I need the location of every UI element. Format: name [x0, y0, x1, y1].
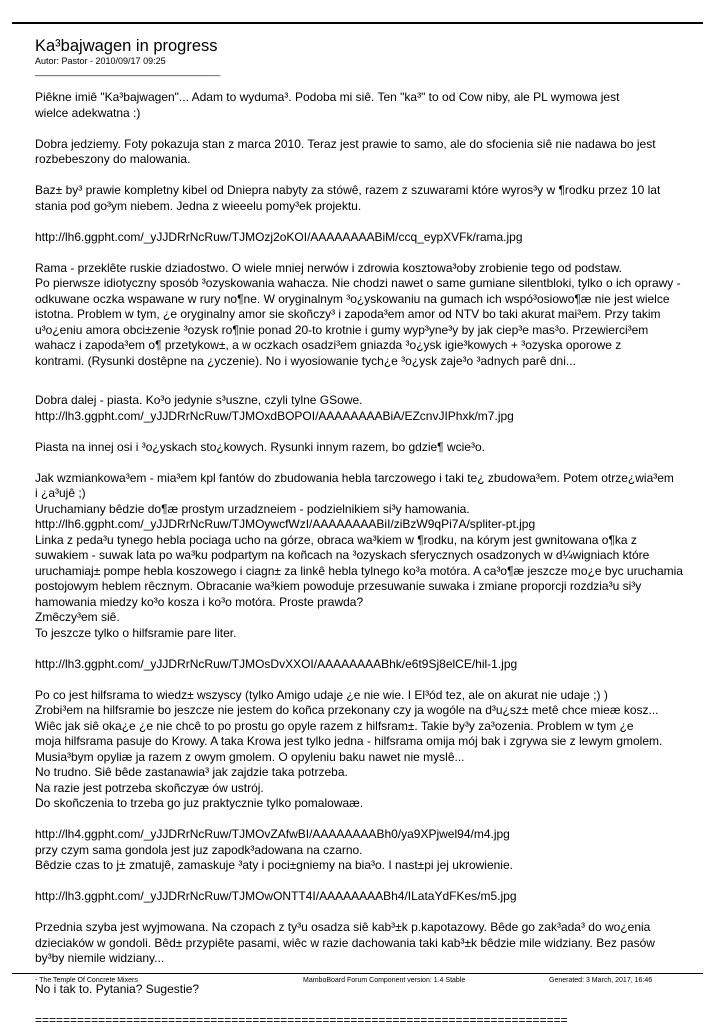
paragraph-start: Dobra jedziemy. Foty pokazuja stan z marca 2010. Teraz jest prawie to samo, ale do sfocienia siê nie nadawa bo jest rozbebeszony do malowania. [35, 136, 656, 166]
post-separator: ============================================================================ [35, 1013, 568, 1027]
paragraph-gondola: http://lh4.ggpht.com/_yJJDRrNcRuw/TJMOvZAfwBI/AAAAAAAABh0/ya9XPjwel94/m4.jpg przy czym sama gondola jest juz zapodk³adowana na czarno. Bêdzie czas to j± zmatujê, zamaskuje ³aty i poci±gniemy na bia³o. I nast±pi jej ukrowienie. [35, 827, 513, 872]
paragraph-piasta: Dobra dalej - piasta. Ko³o jedynie s³uszne, czyli tylne GSowe. http://lh3.ggpht.com/_yJJDRrNcRuw/TJMOxdBOPOI/AAAAAAAABiA/EZcnvJIPhxk/m7.jpg [35, 393, 514, 423]
paragraph-base: Baz± by³ prawie kompletny kibel od Dniepra nabyty za stówê, razem z szuwarami które wyros³y w ¶rodku przez 10 lat stania pod go³ym niebem. Jedna z wieeelu pomy³ek projektu. [35, 183, 661, 213]
paragraph-brake: Jak wzmiankowa³em - mia³em kpl fantów do zbudowania hebla tarczowego i taki te¿ zbudowa³em. Potem otrze¿wia³em i ¿a³ujê ;) Uruchamiany bêdzie do¶æ prostym urzadzneiem - podzielnikiem si³y hamowania. http://lh6.ggpht.com/_yJJDRrNcRuw/TJMOywcfWzI/AAAAAAAABiI/ziBzW9qPi7A/spliter-pt.jpg Linka z peda³u tynego hebla pociaga ucho na górze, obraca wa³kiem w ¶rodku, na kórym jest gwnitowana o¶ka z suwakiem - suwak lata po wa³ku podpartym na koñcach na ³ozyskach sferycznych osadzonych w d¼wigniach które uruchamiaj± pompe hebla koszowego i ciagn± za linkê hebla tylnego ko³a motóra. A ca³o¶æ jeszcze mo¿e byc uruchamia postojowym heblem rêcznym. Obracanie wa³kiem powoduje przesuwanie suwaka i zmiane proporcji rozdzia³u si³y hamowania miedzy ko³o kosza i ko³o motóra. Proste prawda? Zmêczy³em siê. To jeszcze tylko o hilfsramie pare liter. [35, 470, 683, 640]
post-title: Ka³bajwagen in progress [35, 37, 218, 55]
post-body [35, 90, 695, 1029]
footer-generated-date: Generated: 3 March, 2017, 16:46 [549, 977, 653, 984]
footer-component-version: MamboBoard Forum Component version: 1.4 Stable [303, 977, 466, 984]
paragraph-intro: Piêkne imiê "Ka³bajwagen"... Adam to wyduma³. Podoba mi siê. Ten "ka³" to od Cow niby, ale PL wymowa jest wielce adekwatna :) [35, 90, 620, 120]
header-underline: _____________________________________ [35, 66, 221, 76]
paragraph-hilfsrama: Po co jest hilfsrama to wiedz± wszyscy (tylko Amigo udaje ¿e nie wie. I El³ód tez, ale on akurat nie udaje ;) ) Zrobi³em na hilfsramie bo jeszcze nie jestem do koñca przekonany czy ja wogóle na d³u¿sz± metê chce mieæ kosz... Wiêc jak siê oka¿e ¿e nie chcê to po prostu go opyle razem z hilfsram±. Takie by³y za³ozenia. Problem w tym ¿e moja hilfsrama pasuje do Krowy. A taka Krowa jest tylko jedna - hilfsrama omija mój bak i zgrywa sie z lewym gmolem. Musia³bym opyliæ ja razem z owym gmolem. O opyleniu baku nawet nie myslê... No trudno. Siê bêde zastanawia³ jak zajdzie taka potrzeba. Na razie jest potrzeba skoñczyæ ów ustrój. Do skoñczenia to trzeba go juz praktycznie tylko pomalowaæ. [35, 687, 663, 810]
post-header [35, 37, 695, 76]
top-rule [12, 22, 703, 24]
paragraph-link-hil: http://lh3.ggpht.com/_yJJDRrNcRuw/TJMOsDvXXOI/AAAAAAAABhk/e6t9Sj8elCE/hil-1.jpg [35, 656, 518, 671]
paragraph-windshield: Przednia szyba jest wyjmowana. Na czopach z ty³u osadza siê kab³±k p.kapotazowy. Bêde go zak³ada³ do wo¿enia dzieciaków w gondoli. Bêd± przypiête pasami, wiêc w razie dachowania taki kab³±k bêdzie mile widziany. Bez pasów by³by niemile widziany... [35, 920, 655, 965]
paragraph-link-m5: http://lh3.ggpht.com/_yJJDRrNcRuw/TJMOwONTT4I/AAAAAAAABh4/ILataYdFKes/m5.jpg [35, 889, 517, 903]
paragraph-link-rama: http://lh6.ggpht.com/_yJJDRrNcRuw/TJMOzj2oKOI/AAAAAAAABiM/ccq_eypXVFk/rama.jpg [35, 229, 523, 244]
paragraph-closing: No i tak to. Pytania? Sugestie? [35, 982, 200, 996]
paragraph-rama: Rama - przeklête ruskie dziadostwo. O wiele mniej nerwów i zdrowia kosztowa³oby zrobienie tego od podstaw. Po pierwsze idiotyczny sposób ³ozyskowania wahacza. Nie chodzi nawet o same gumiane silentbloki, tylko o ich oprawy - odkuwane oczka wspawane w rury no¶ne. W oryginalnym ³o¿yskowaniu na gumach ich wspó³osiowo¶æ nie jest wielce istotna. Problem w tym, ¿e oryginalny amor sie skoñczy³ i zapoda³em amor od NTV bo taki akurat mai³em. Przy takim u³o¿eniu amora obci±zenie ³ozysk ro¶nie ponad 20-to krotnie i gumy wyp³yne³y by jak ciep³e mas³o. Przewierci³em wahacz i zapoda³em o¶ przetykow±, a w oczkach osadzi³em gniazda ³o¿ysk igie³kowych + ³ozyska oporowe z kontrami. (Rysunki dostêpne na ¿yczenie). No i wyosiowanie tych¿e ³o¿ysk zaje³o ³adnych parê dni... [35, 260, 681, 368]
footer-site-name: - The Temple Of Concrete Mixers [35, 977, 138, 984]
footer-rule [12, 973, 703, 974]
post-author-line: Autor: Pastor - 2010/09/17 09:25 [35, 56, 166, 66]
paragraph-piasta-axle: Piasta na innej osi i ³o¿yskach sto¿kowych. Rysunki innym razem, bo gdzie¶ wcie³o. [35, 439, 485, 454]
